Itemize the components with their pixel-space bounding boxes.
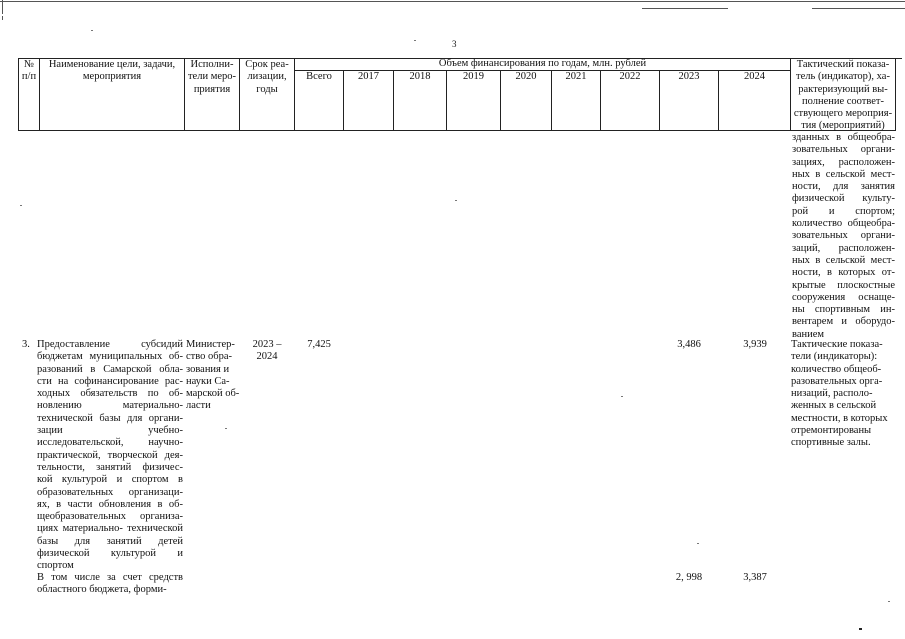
scan-speck bbox=[621, 396, 623, 397]
header-funding: Объем финансирования по годам, млн. рублей bbox=[438, 58, 647, 69]
scan-speck bbox=[888, 601, 890, 602]
row3-sub-name: В том числе за счет средств областного бюджета, форми- bbox=[37, 572, 183, 596]
header-year-2019: 2019 bbox=[463, 71, 484, 82]
header-year-2018: 2018 bbox=[409, 71, 431, 82]
page-number: 3 bbox=[452, 39, 457, 49]
scan-edge-mark bbox=[2, 0, 3, 14]
header-year-2023: 2023 bbox=[678, 71, 700, 82]
scan-speck bbox=[697, 543, 699, 544]
header-year-2017: 2017 bbox=[358, 71, 379, 82]
row3-sub-value-2024: 3,387 bbox=[743, 572, 767, 583]
scan-speck bbox=[91, 30, 93, 31]
scan-speck bbox=[455, 200, 457, 201]
header-name: Наименование цели, задачи, мероприятия bbox=[48, 59, 176, 83]
row3-indicator: Тактические показа- тели (индикаторы): количество общеоб- разовательных орга- низаций, располо- женных в сельской местности, в которых отремонтированы спортивные залы. bbox=[791, 339, 888, 449]
scan-edge-line bbox=[0, 1, 905, 2]
scan-speck bbox=[859, 628, 862, 630]
row3-total: 7,425 bbox=[307, 339, 331, 350]
row3-value-2023: 3,486 bbox=[677, 339, 701, 350]
row3-term: 2023 – 2024 bbox=[252, 339, 282, 363]
row3-name: Предоставление субсидий бюджетам муниципальных об- разований в Самарской обла- сти на софинансирование рас- ходных обязательств по об- новлению материально- технической базы для органи- зации учебно- исследовательской, научно- практической, творческой дея- тельности, занятий физичес- кой культурой и спортом в образовательных организаци- ях, в части обновления в об- щеобразовательных организа- циях материально- технической базы для занятий детей физической культурой и спортом bbox=[37, 339, 183, 572]
header-bottom-border bbox=[18, 130, 790, 131]
row3-sub-value-2023: 2, 998 bbox=[675, 572, 703, 583]
header-indicator: Тактический показа- тель (индикатор), ха- рактеризующий вы- полнение соответ- ствующего мероприя- тия (мероприятий) bbox=[793, 59, 893, 132]
scan-edge-dash bbox=[812, 8, 905, 9]
scan-speck bbox=[225, 428, 227, 429]
row3-number: 3. bbox=[22, 339, 30, 350]
col-line bbox=[895, 58, 896, 131]
row3-executor: Министер- ство обра- зования и науки Са- марской об- ласти bbox=[186, 339, 240, 412]
scan-speck bbox=[20, 205, 22, 206]
row3-value-2024: 3,939 bbox=[743, 339, 767, 350]
scan-edge-mark bbox=[2, 16, 3, 20]
header-year-2024: 2024 bbox=[744, 71, 765, 82]
col-line bbox=[39, 58, 40, 131]
indicator-continuation: зданных в общеобра- зовательных органи- зациях, расположен- ных в сельской мест- ности, для занятия физической культу- рой и спортом; количество общеобра- зовательных органи- заций, расположен- ных в сельской мест- ности, в которых от- крытые плоскостные сооружения оснаще- ны спортивным ин- вентарем и оборудо- ванием bbox=[792, 132, 895, 340]
header-year-2020: 2020 bbox=[515, 71, 537, 82]
header-year-2021: 2021 bbox=[565, 71, 587, 82]
header-number: № п/п bbox=[21, 59, 37, 83]
header-executor: Исполни- тели меро- приятия bbox=[187, 59, 237, 95]
scan-speck bbox=[414, 40, 416, 41]
header-term: Срок реа- лизации, годы bbox=[245, 59, 289, 95]
scan-edge-dash bbox=[642, 8, 728, 9]
header-total: Всего bbox=[306, 71, 332, 82]
header-year-2022: 2022 bbox=[619, 71, 641, 82]
